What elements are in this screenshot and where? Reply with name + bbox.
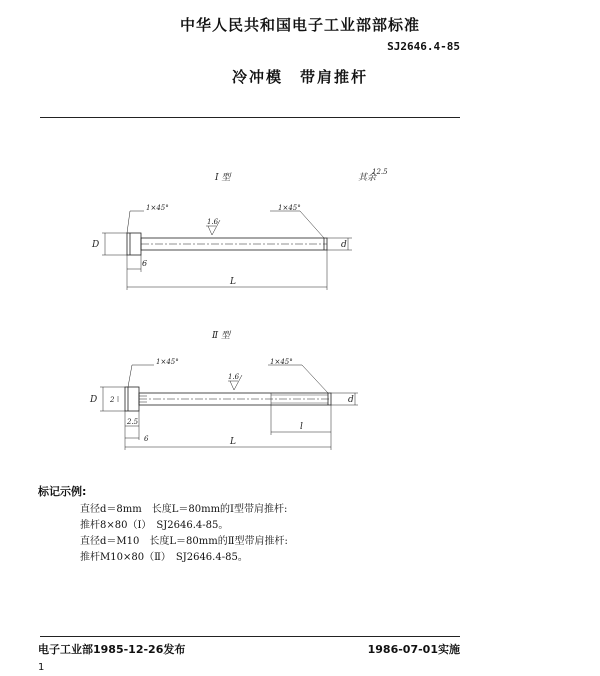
- top-rule: [40, 117, 460, 118]
- bottom-rule: [40, 636, 460, 637]
- type1-pin: [102, 211, 352, 290]
- effective-date: 1986-07-01实施: [367, 643, 460, 656]
- roughness-note: 其余: [358, 173, 377, 183]
- type1-dim-D: D: [92, 240, 100, 250]
- type1-dim-shoulder: 6: [142, 259, 148, 268]
- type2-dim-2: 2: [110, 396, 115, 404]
- type2-roughness: 1.6: [228, 373, 240, 381]
- standard-code: SJ2646.4-85: [387, 40, 460, 53]
- example-line: 直径d＝M10 长度L＝80mm的Ⅱ型带肩推杆:: [80, 536, 288, 547]
- type2-chamfer-left: 1×45°: [156, 358, 179, 366]
- type1-dim-L: L: [230, 277, 236, 287]
- type1-chamfer-left: 1×45°: [146, 204, 169, 212]
- document-title: 冷冲模 带肩推杆: [231, 68, 368, 86]
- example-line: 推杆8×80（Ⅰ） SJ2646.4-85。: [80, 520, 229, 531]
- type2-label: Ⅱ 型: [212, 331, 230, 341]
- type1-dim-d: d: [341, 240, 347, 250]
- type2-dim-L: L: [230, 437, 236, 447]
- example-line: 推杆M10×80（Ⅱ） SJ2646.4-85。: [80, 552, 248, 563]
- type1-label: Ⅰ 型: [215, 173, 231, 183]
- type2-dim-l: l: [300, 422, 303, 432]
- type2-dim-6: 6: [144, 435, 149, 443]
- type2-dim-2-5: 2.5: [127, 418, 139, 426]
- issue-date: 电子工业部1985-12-26发布: [38, 643, 186, 656]
- type2-dim-d: d: [348, 395, 354, 405]
- page-number: 1: [38, 662, 45, 673]
- type2-chamfer-right: 1×45°: [270, 358, 293, 366]
- type1-roughness: 1.6: [207, 218, 219, 226]
- example-heading: 标记示例:: [38, 485, 87, 498]
- type1-chamfer-right: 1×45°: [278, 204, 301, 212]
- issuing-organization: 中华人民共和国电子工业部部标准: [179, 16, 420, 34]
- technical-drawing: [80, 150, 388, 470]
- type2-dim-D: D: [90, 395, 98, 405]
- example-line: 直径d＝8mm 长度L＝80mm的Ⅰ型带肩推杆:: [80, 504, 288, 515]
- roughness-value: 12.5: [372, 168, 388, 176]
